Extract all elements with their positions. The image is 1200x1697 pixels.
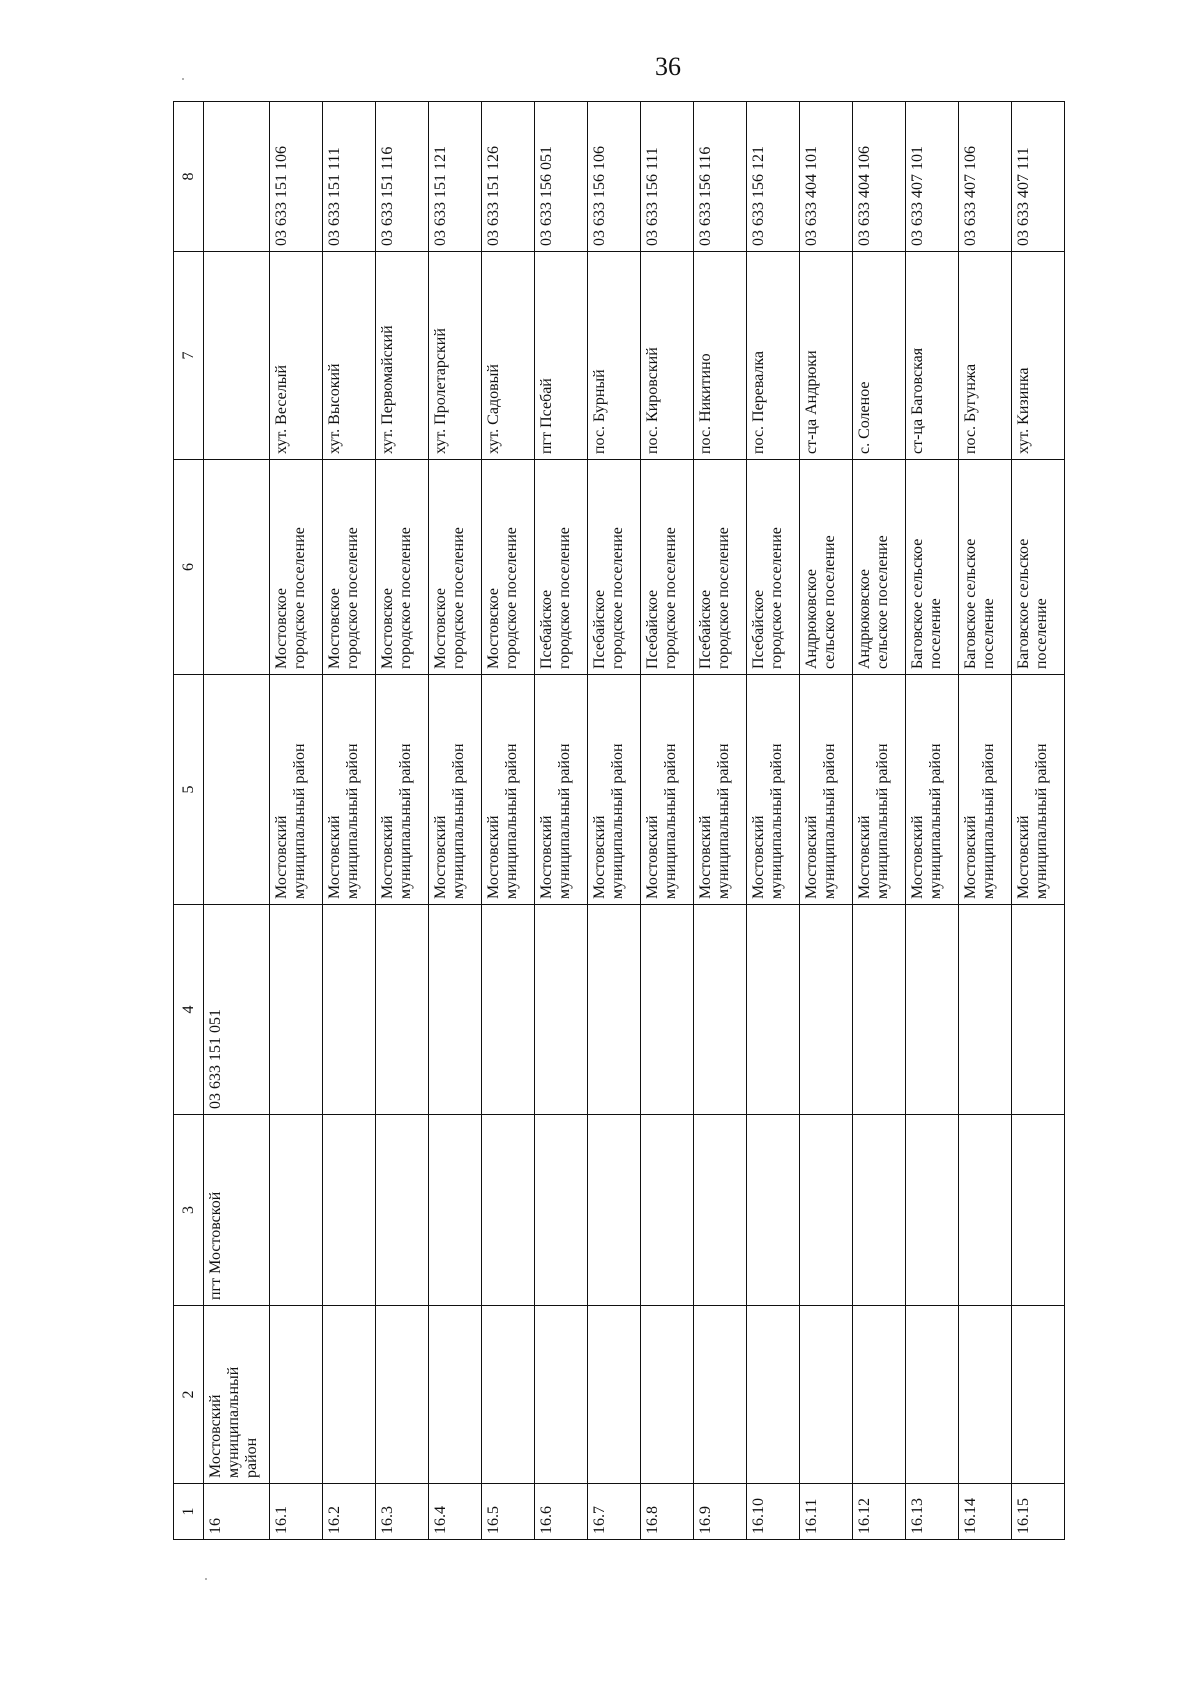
table-cell-c1 [1012,1484,1065,1540]
table-row [853,102,906,1540]
cell-text: 03 633 151 051 [207,1009,224,1109]
table-row [204,102,270,1540]
cell-text-line: Мостовский [273,815,290,899]
cell-text-line: Мостовский [1015,815,1032,899]
table-cell-c6 [482,460,535,675]
table-cell-c6 [959,460,1012,675]
cell-text: 16.4 [432,1506,449,1534]
table-cell-c2 [1012,1306,1065,1484]
scan-speck [205,1578,207,1580]
table-cell-c1 [204,1484,270,1540]
cell-text-line: Мостовский [856,815,873,899]
cell-text: 16.3 [379,1506,396,1534]
table-cell-c4 [641,905,694,1115]
table-cell-c6 [204,460,270,675]
cell-text: хут. Высокий [326,363,343,454]
table-cell-c4 [429,905,482,1115]
table-row [270,102,323,1540]
table-cell-c7 [800,252,853,460]
table-cell-c1 [694,1484,747,1540]
table-cell-c1 [641,1484,694,1540]
cell-text-line: муниципальный район [450,743,467,899]
cell-text-line: Мостовское [432,588,449,669]
table-cell-c8 [641,102,694,252]
cell-text: 16.1 [273,1506,290,1534]
cell-text: 03 633 151 106 [273,146,290,246]
cell-text-line: Мостовский [750,815,767,899]
table-cell-c5 [853,675,906,905]
table-cell-c6 [323,460,376,675]
cell-text-line: Мостовский [962,815,979,899]
cell-text-line: муниципальный район [1033,743,1050,899]
cell-text-line: Мостовское [326,588,343,669]
table-row [641,102,694,1540]
cell-text-line: муниципальный район [927,743,944,899]
table-cell-c8 [535,102,588,252]
table-cell-c4 [959,905,1012,1115]
table-cell-c7 [204,252,270,460]
table-cell-c7 [323,252,376,460]
table-cell-c4 [204,905,270,1115]
table-cell-c3 [482,1115,535,1306]
table-cell-c7 [376,252,429,460]
cell-text: пгт Мостовской [207,1191,224,1300]
settlements-table [173,101,1065,1540]
table-cell-c2 [323,1306,376,1484]
cell-text: 16.15 [1015,1498,1032,1534]
table-cell-c7 [588,252,641,460]
table-row [747,102,800,1540]
table-cell-c8 [959,102,1012,252]
table-cell-c4 [588,905,641,1115]
cell-text-line: городское поселение [609,527,626,669]
table-cell-c4 [1012,905,1065,1115]
cell-text-line: городское поселение [715,527,732,669]
table-cell-c2 [853,1306,906,1484]
cell-text-line: городское поселение [450,527,467,669]
cell-text-line: муниципальный район [344,743,361,899]
table-cell-c4 [853,905,906,1115]
rotated-table-container [173,102,1064,1540]
table-cell-c7 [906,252,959,460]
cell-text: хут. Веселый [273,364,290,454]
cell-text-line: Псебайское [591,589,608,669]
cell-text-line: муниципальный район [556,743,573,899]
table-cell-c7 [482,252,535,460]
table-cell-c1 [323,1484,376,1540]
table-cell-c4 [906,905,959,1115]
column-header-1: 1 [174,1484,204,1540]
table-cell-c5 [588,675,641,905]
cell-text-line: Псебайское [644,589,661,669]
cell-text: хут. Садовый [485,364,502,454]
table-row [535,102,588,1540]
table-cell-c3 [641,1115,694,1306]
table-body [174,102,1065,1540]
table-cell-c8 [1012,102,1065,252]
table-cell-c3 [906,1115,959,1306]
table-row [800,102,853,1540]
table-row [906,102,959,1540]
cell-text-line: поселение [927,598,944,669]
table-cell-c7 [429,252,482,460]
cell-text-line: Мостовский [432,815,449,899]
table-cell-c6 [694,460,747,675]
table-cell-c8 [376,102,429,252]
table-cell-c7 [853,252,906,460]
table-cell-c8 [853,102,906,252]
cell-text: хут. Кизинка [1015,367,1032,454]
table-cell-c1 [535,1484,588,1540]
table-cell-c2 [376,1306,429,1484]
cell-text-line: муниципальный район [662,743,679,899]
cell-text-line: Мостовский [326,815,343,899]
column-header-2: 2 [174,1306,204,1484]
cell-text-line: Баговское сельское [909,538,926,669]
table-row [429,102,482,1540]
table-cell-c8 [747,102,800,252]
cell-text-line: городское поселение [503,527,520,669]
cell-text-line: муниципальный район [503,743,520,899]
cell-text-line: Мостовский [697,815,714,899]
cell-text-line: городское поселение [344,527,361,669]
table-row [323,102,376,1540]
cell-text-line: городское поселение [768,527,785,669]
cell-text: ст-ца Баговская [909,347,926,454]
cell-text: 03 633 404 106 [856,146,873,246]
cell-text: 16.2 [326,1506,343,1534]
cell-text-line: муниципальный район [768,743,785,899]
cell-text: 16.8 [644,1506,661,1534]
cell-text-line: Псебайское [750,589,767,669]
table-cell-c3 [800,1115,853,1306]
column-header-4: 4 [174,905,204,1115]
table-cell-c7 [641,252,694,460]
table-cell-c8 [323,102,376,252]
table-cell-c5 [323,675,376,905]
table-cell-c7 [535,252,588,460]
table-cell-c4 [270,905,323,1115]
table-row [694,102,747,1540]
table-cell-c6 [641,460,694,675]
table-cell-c7 [270,252,323,460]
table-cell-c1 [270,1484,323,1540]
table-cell-c3 [376,1115,429,1306]
table-cell-c6 [270,460,323,675]
table-cell-c8 [694,102,747,252]
cell-text: 16.12 [856,1498,873,1534]
cell-text: 16.9 [697,1506,714,1534]
table-row [1012,102,1065,1540]
cell-text: 16 [207,1518,224,1534]
table-cell-c2 [641,1306,694,1484]
table-cell-c1 [747,1484,800,1540]
cell-text: 16.5 [485,1506,502,1534]
table-cell-c8 [204,102,270,252]
table-cell-c3 [323,1115,376,1306]
table-cell-c5 [641,675,694,905]
table-cell-c2 [694,1306,747,1484]
cell-text-line: муниципальный район [291,743,308,899]
table-cell-c5 [535,675,588,905]
cell-text-line: Псебайское [697,589,714,669]
cell-text-line: Мостовский [207,1394,224,1478]
table-cell-c6 [588,460,641,675]
table-cell-c5 [747,675,800,905]
table-cell-c2 [429,1306,482,1484]
table-cell-c5 [959,675,1012,905]
table-cell-c2 [959,1306,1012,1484]
table-cell-c6 [1012,460,1065,675]
table-cell-c6 [535,460,588,675]
column-header-6: 6 [174,460,204,675]
table-cell-c4 [323,905,376,1115]
table-cell-c3 [694,1115,747,1306]
table-cell-c5 [482,675,535,905]
table-cell-c2 [482,1306,535,1484]
table-cell-c1 [482,1484,535,1540]
cell-text: с. Соленое [856,381,873,454]
table-cell-c8 [588,102,641,252]
cell-text: хут. Пролетарский [432,328,449,454]
cell-text-line: Псебайское [538,589,555,669]
column-header-7: 7 [174,252,204,460]
table-cell-c1 [588,1484,641,1540]
cell-text: 03 633 156 121 [750,146,767,246]
cell-text: 03 633 151 121 [432,146,449,246]
cell-text-line: сельское поселение [821,535,838,669]
cell-text-line: Мостовский [591,815,608,899]
table-cell-c4 [800,905,853,1115]
table-cell-c7 [1012,252,1065,460]
cell-text: пос. Бурный [591,369,608,454]
cell-text: 03 633 156 116 [697,146,714,246]
cell-text-line: сельское поселение [874,535,891,669]
cell-text-line: городское поселение [662,527,679,669]
cell-text-line: район [243,1437,260,1478]
cell-text: 03 633 407 111 [1015,147,1032,246]
cell-text-line: Мостовское [273,588,290,669]
column-header-8: 8 [174,102,204,252]
cell-text-line: Андрюковское [803,569,820,669]
table-cell-c6 [747,460,800,675]
cell-text: пос. Бугунжа [962,363,979,454]
table-cell-c3 [270,1115,323,1306]
table-cell-c1 [959,1484,1012,1540]
cell-text-line: муниципальный [225,1366,242,1478]
cell-text-line: Мостовский [379,815,396,899]
cell-text: пос. Никитино [697,353,714,454]
table-cell-c5 [204,675,270,905]
cell-text-line: Мостовское [485,588,502,669]
column-header-3: 3 [174,1115,204,1306]
cell-text-line: Мостовский [803,815,820,899]
table-cell-c1 [800,1484,853,1540]
table-cell-c2 [588,1306,641,1484]
scan-speck [182,78,184,80]
cell-text-line: Мостовский [644,815,661,899]
table-cell-c3 [204,1115,270,1306]
table-cell-c1 [906,1484,959,1540]
cell-text: 03 633 151 116 [379,146,396,246]
table-cell-c3 [429,1115,482,1306]
table-cell-c6 [800,460,853,675]
table-cell-c7 [694,252,747,460]
table-cell-c7 [747,252,800,460]
cell-text: 03 633 156 051 [538,146,555,246]
table-cell-c8 [906,102,959,252]
cell-text: 03 633 407 101 [909,146,926,246]
table-cell-c7 [959,252,1012,460]
table-cell-c6 [376,460,429,675]
table-cell-c5 [906,675,959,905]
cell-text: 03 633 156 111 [644,147,661,246]
cell-text-line: муниципальный район [874,743,891,899]
table-cell-c6 [429,460,482,675]
table-cell-c8 [482,102,535,252]
cell-text: 16.11 [803,1498,820,1534]
cell-text-line: муниципальный район [715,743,732,899]
cell-text-line: муниципальный район [980,743,997,899]
table-cell-c4 [482,905,535,1115]
table-cell-c3 [853,1115,906,1306]
table-row [588,102,641,1540]
cell-text: 03 633 151 126 [485,146,502,246]
cell-text: пос. Перевалка [750,350,767,454]
table-cell-c3 [747,1115,800,1306]
cell-text: 03 633 404 101 [803,146,820,246]
table-cell-c6 [853,460,906,675]
table-cell-c5 [800,675,853,905]
cell-text: 16.6 [538,1506,555,1534]
table-cell-c5 [694,675,747,905]
cell-text-line: Мостовский [909,815,926,899]
cell-text: пос. Кировский [644,347,661,454]
table-cell-c5 [429,675,482,905]
cell-text: 03 633 151 111 [326,147,343,246]
cell-text: хут. Первомайский [379,325,396,454]
table-cell-c2 [535,1306,588,1484]
cell-text: 16.14 [962,1498,979,1534]
table-cell-c2 [906,1306,959,1484]
cell-text: 03 633 156 106 [591,146,608,246]
cell-text: 16.7 [591,1506,608,1534]
table-cell-c1 [853,1484,906,1540]
table-cell-c2 [204,1306,270,1484]
cell-text-line: поселение [1033,598,1050,669]
cell-text-line: Мостовский [538,815,555,899]
cell-text-line: Баговское сельское [1015,538,1032,669]
cell-text-line: муниципальный район [821,743,838,899]
cell-text-line: Мостовское [379,588,396,669]
table-header-row [174,102,204,1540]
cell-text-line: городское поселение [556,527,573,669]
table-cell-c3 [535,1115,588,1306]
table-cell-c4 [376,905,429,1115]
cell-text: 16.10 [750,1498,767,1534]
cell-text-line: Андрюковское [856,569,873,669]
cell-text: ст-ца Андрюки [803,350,820,454]
table-row [482,102,535,1540]
table-cell-c3 [588,1115,641,1306]
table-cell-c1 [429,1484,482,1540]
table-cell-c3 [959,1115,1012,1306]
table-cell-c6 [906,460,959,675]
table-cell-c5 [376,675,429,905]
table-row [959,102,1012,1540]
table-cell-c5 [1012,675,1065,905]
cell-text-line: городское поселение [397,527,414,669]
table-cell-c3 [1012,1115,1065,1306]
table-cell-c8 [800,102,853,252]
table-cell-c1 [376,1484,429,1540]
table-cell-c4 [694,905,747,1115]
table-cell-c8 [270,102,323,252]
cell-text-line: муниципальный район [397,743,414,899]
table-cell-c4 [747,905,800,1115]
table-cell-c2 [270,1306,323,1484]
cell-text: 03 633 407 106 [962,146,979,246]
column-header-5: 5 [174,675,204,905]
cell-text: пгт Псебай [538,378,555,454]
table-cell-c2 [800,1306,853,1484]
table-cell-c5 [270,675,323,905]
cell-text-line: городское поселение [291,527,308,669]
table-row [376,102,429,1540]
table-cell-c2 [747,1306,800,1484]
cell-text-line: Мостовский [485,815,502,899]
cell-text-line: поселение [980,598,997,669]
table-cell-c8 [429,102,482,252]
cell-text: 16.13 [909,1498,926,1534]
cell-text-line: Баговское сельское [962,538,979,669]
table-cell-c4 [535,905,588,1115]
page-number: 36 [655,52,681,81]
cell-text-line: муниципальный район [609,743,626,899]
